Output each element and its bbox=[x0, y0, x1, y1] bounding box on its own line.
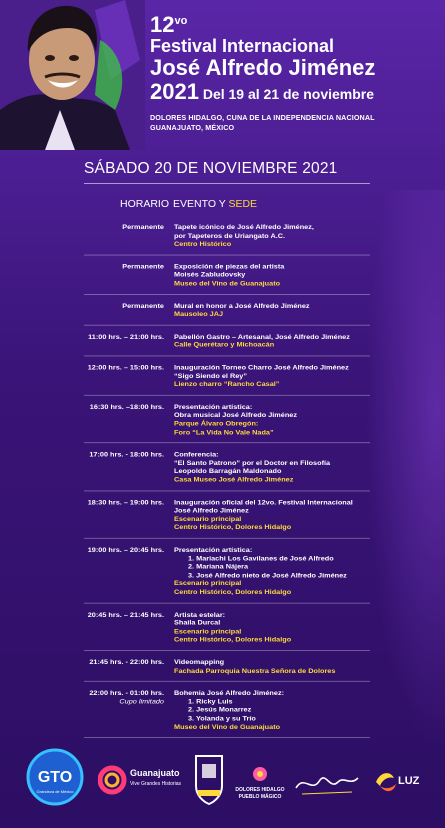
event-text-line: por Tapeteros de Uriangato A.C. bbox=[174, 231, 286, 240]
event-venue-line: Museo del Vino de Guanajuato bbox=[174, 279, 281, 288]
event-venue-line: Casa Museo José Alfredo Jiménez bbox=[174, 475, 294, 484]
event-note: Cupo limitado bbox=[119, 697, 164, 706]
event-venue-line: Centro Histórico bbox=[174, 239, 232, 248]
event-text-line: Moisés Zabludovsky bbox=[174, 270, 246, 279]
event-time: Permanente bbox=[122, 223, 164, 231]
event-text-line: 2. Mariana Nájera bbox=[188, 562, 249, 571]
day-divider bbox=[84, 183, 370, 184]
table-row bbox=[84, 356, 370, 395]
event-time: 11:00 hrs. – 21:00 hrs. bbox=[88, 332, 164, 341]
event-venue-line: Foro “La Vida No Vale Nada” bbox=[174, 427, 274, 436]
luz-logo bbox=[372, 764, 422, 800]
event-details bbox=[174, 332, 370, 349]
table-row bbox=[84, 682, 370, 738]
event-details bbox=[174, 223, 370, 248]
gto-logo bbox=[24, 746, 86, 808]
event-venue-line: Fachada Parroquia Nuestra Señora de Dolores bbox=[174, 666, 336, 675]
festival-year-dates: 2021 Del 19 al 21 de noviembre bbox=[150, 79, 375, 104]
event-time: 19:00 hrs. – 20:45 hrs. bbox=[87, 545, 164, 554]
edition-number: $12^{vo}$ bbox=[150, 12, 188, 37]
event-venue-line: Centro Histórico, Dolores Hidalgo bbox=[174, 587, 292, 596]
event-text-line: 3. José Alfredo nieto de José Alfredo Jiménez bbox=[188, 570, 347, 579]
event-venue-line: Museo del Vino de Guanajuato bbox=[174, 722, 281, 731]
event-venue-line: Centro Histórico, Dolores Hidalgo bbox=[174, 635, 292, 644]
event-time: Permanente bbox=[122, 262, 164, 271]
sponsor-logos bbox=[0, 744, 445, 828]
event-venue-line: Calle Querétaro y Michoacán bbox=[174, 340, 275, 349]
festival-label: Festival Internacional bbox=[150, 36, 335, 56]
event-venue-line: Mausoleo JAJ bbox=[174, 310, 224, 318]
table-row bbox=[84, 325, 370, 356]
jose-alfredo-signature-logo bbox=[292, 766, 362, 802]
event-text-line: “Sigo Siendo el Rey” bbox=[174, 371, 247, 380]
guanajuato-logo bbox=[98, 762, 188, 802]
column-header-evento: EVENTO Y SEDE bbox=[173, 198, 258, 210]
svg-text:Vive Grandes Historias: Vive Grandes Historias bbox=[130, 781, 182, 787]
table-row bbox=[84, 491, 370, 539]
svg-text:PUEBLO MÁGICO: PUEBLO MÁGICO bbox=[238, 794, 282, 800]
event-time: 20:45 hrs. – 21:45 hrs. bbox=[87, 610, 164, 619]
event-details bbox=[174, 610, 370, 644]
column-header-horario: HORARIO bbox=[120, 198, 170, 210]
event-time: 17:00 hrs. - 18:00 hrs. bbox=[89, 450, 164, 459]
event-time: 12:00 hrs. – 15:00 hrs. bbox=[87, 363, 164, 372]
table-row bbox=[84, 443, 370, 491]
svg-text:DOLORES HIDALGO: DOLORES HIDALGO bbox=[235, 787, 285, 793]
event-text-line: 1. Ricky Luis bbox=[188, 697, 233, 706]
table-row bbox=[84, 396, 370, 444]
svg-text:LUZ: LUZ bbox=[398, 775, 420, 787]
event-time: 16:30 hrs. –18:00 hrs. bbox=[89, 402, 164, 411]
event-text-line: Inauguración oficial del 12vo. Festival Internacional bbox=[174, 498, 353, 506]
event-details bbox=[174, 658, 370, 675]
svg-text:Grandeza de México: Grandeza de México bbox=[36, 789, 74, 794]
header bbox=[0, 0, 445, 150]
festival-honoree: José Alfredo Jiménez bbox=[150, 55, 376, 80]
event-details bbox=[174, 546, 370, 596]
event-text-line: José Alfredo Jiménez bbox=[174, 506, 249, 515]
event-text-line: Obra musical José Alfredo Jiménez bbox=[174, 411, 298, 419]
event-venue-line: Parque Álvaro Obregón: bbox=[174, 419, 259, 428]
event-text-line: Bohemia José Alfredo Jiménez: bbox=[174, 688, 285, 697]
event-text-line: Leopoldo Barragán Maldonado bbox=[174, 467, 282, 476]
event-text-line: “El Santo Patrono” por el Doctor en Filosofía bbox=[174, 458, 331, 467]
event-text-line: Conferencia: bbox=[174, 450, 219, 459]
festival-place: DOLORES HIDALGO, CUNA DE LA INDEPENDENCIA NACIONAL GUANAJUATO, MÉXICO bbox=[150, 113, 375, 132]
event-text-line: Pabellón Gastro – Artesanal, José Alfredo Jiménez bbox=[174, 332, 350, 341]
event-text-line: Inauguración Torneo Charro José Alfredo Jiménez bbox=[174, 363, 349, 372]
event-venue-line: Lienzo charro “Rancho Casal” bbox=[174, 380, 280, 389]
event-text-line: Videomapping bbox=[174, 658, 225, 666]
event-time: 18:30 hrs. – 19:00 hrs. bbox=[87, 498, 164, 506]
event-text-line: 2. Jesús Monarrez bbox=[188, 705, 252, 714]
event-details bbox=[174, 363, 370, 388]
event-text-line: Mural en honor a José Alfredo Jiménez bbox=[174, 301, 310, 310]
event-time: 21:45 hrs. - 22:00 hrs. bbox=[89, 658, 164, 666]
event-text-line: Presentación artística: bbox=[174, 402, 253, 411]
event-details bbox=[174, 403, 370, 437]
event-text-line: Shaila Durcal bbox=[174, 618, 221, 627]
event-details bbox=[174, 302, 370, 319]
table-row bbox=[84, 603, 370, 651]
event-text-line: Tapete icónico de José Alfredo Jiménez, bbox=[174, 223, 314, 231]
table-row bbox=[84, 255, 370, 294]
event-venue-line: Escenario principal bbox=[174, 579, 242, 588]
event-details bbox=[174, 689, 370, 731]
event-details bbox=[174, 262, 370, 287]
event-venue-line: Centro Histórico, Dolores Hidalgo bbox=[174, 523, 292, 532]
table-row bbox=[84, 651, 370, 682]
event-venue-line: Escenario principal bbox=[174, 627, 242, 636]
day-title: SÁBADO 20 DE NOVIEMBRE 2021 bbox=[84, 160, 338, 177]
svg-text:GTO: GTO bbox=[37, 769, 73, 786]
table-row bbox=[84, 539, 370, 604]
event-time: Permanente bbox=[122, 301, 164, 310]
event-text-line: Presentación artística: bbox=[174, 545, 253, 554]
event-text-line: Exposición de piezas del artista bbox=[174, 262, 285, 271]
dolores-crest-logo bbox=[192, 750, 226, 810]
pueblo-magico-logo bbox=[232, 764, 288, 804]
event-text-line: 1. Mariachi Los Gavilanes de José Alfredo bbox=[188, 554, 334, 563]
event-details bbox=[174, 450, 370, 484]
festival-title-block bbox=[150, 10, 440, 133]
event-time: 22:00 hrs. - 01:00 hrs. Cupo limitado bbox=[84, 689, 164, 706]
event-details bbox=[174, 498, 370, 532]
table-row bbox=[84, 216, 370, 255]
background-glow bbox=[365, 190, 445, 750]
event-venue-line: Escenario principal bbox=[174, 514, 242, 523]
event-text-line: Artista estelar: bbox=[174, 610, 226, 619]
artist-portrait bbox=[0, 0, 145, 150]
event-text-line: 3. Yolanda y su Trío bbox=[188, 714, 256, 723]
svg-text:Guanajuato: Guanajuato bbox=[130, 768, 180, 778]
table-row bbox=[84, 295, 370, 326]
